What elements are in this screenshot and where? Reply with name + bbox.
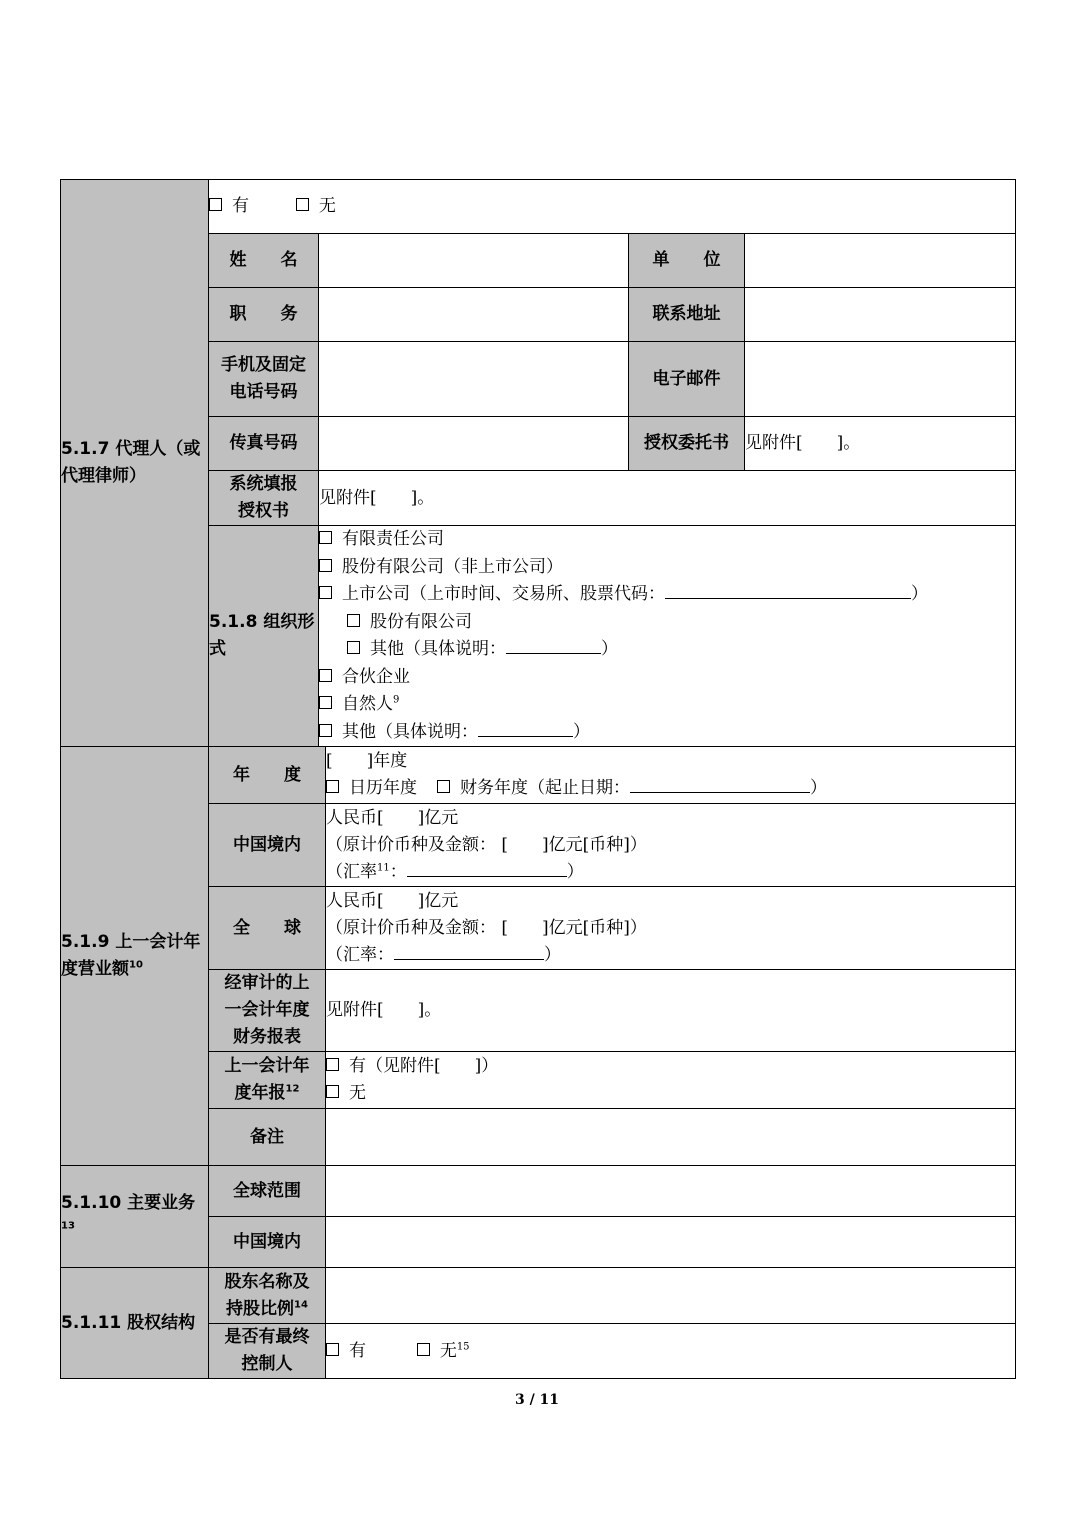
checkbox-icon[interactable] xyxy=(209,198,222,211)
checkbox-icon[interactable] xyxy=(326,1058,339,1071)
controller-no-option[interactable]: 无$^{15}$ xyxy=(417,1341,470,1361)
global-turnover-value: 人民币[ ]亿元 （原计价币种及金额： [ ]亿元[币种]） （汇率： ） xyxy=(326,887,1016,970)
no-agent-option[interactable]: 无 xyxy=(296,196,336,216)
china-business-field[interactable] xyxy=(326,1217,1016,1268)
remark-field[interactable] xyxy=(326,1109,1016,1166)
annual-report-label: 上一会计年度年报$^{12}$ xyxy=(209,1052,326,1109)
section-5-1-11-title: 5.1.11 股权结构 xyxy=(61,1268,209,1379)
org-other-blank[interactable] xyxy=(478,720,573,737)
form-sheet xyxy=(60,179,1015,1379)
checkbox-icon[interactable] xyxy=(417,1343,430,1356)
unit-label: 单 位 xyxy=(629,234,745,288)
checkbox-icon[interactable] xyxy=(326,1085,339,1098)
checkbox-icon[interactable] xyxy=(437,780,450,793)
annual-report-no[interactable]: 无 xyxy=(326,1080,1015,1107)
filing-form-table xyxy=(60,179,1016,1379)
annual-report-yes[interactable]: 有（见附件[ ]） xyxy=(326,1053,1015,1080)
listed-info-blank[interactable] xyxy=(665,582,911,599)
year-label: 年 度 xyxy=(209,747,326,804)
checkbox-icon[interactable] xyxy=(347,641,360,654)
email-label: 电子邮件 xyxy=(629,342,745,417)
checkbox-icon[interactable] xyxy=(319,696,332,709)
checkbox-icon[interactable] xyxy=(319,669,332,682)
org-option-joint-stock[interactable]: 股份有限公司（非上市公司） xyxy=(319,554,1015,582)
authorization-value: 见附件[ ]。 xyxy=(745,417,1016,471)
name-label: 姓 名 xyxy=(209,234,319,288)
ultimate-controller-label: 是否有最终控制人 xyxy=(209,1324,326,1379)
audited-statements-label: 经审计的上一会计年度财务报表 xyxy=(209,970,326,1052)
phone-field[interactable] xyxy=(319,342,629,417)
global-turnover-label: 全 球 xyxy=(209,887,326,970)
org-option-natural-person[interactable]: 自然人$^9$ xyxy=(319,691,1015,719)
authorization-label: 授权委托书 xyxy=(629,417,745,471)
org-option-listed-other[interactable]: 其他（具体说明： ） xyxy=(319,636,1015,664)
fax-label: 传真号码 xyxy=(209,417,319,471)
name-field[interactable] xyxy=(319,234,629,288)
section-5-1-7-title: 5.1.7 代理人（或代理律师） xyxy=(61,180,209,747)
section-5-1-9-title: 5.1.9 上一会计年度营业额$^{10}$ xyxy=(61,747,209,1166)
year-value: [ ]年度 日历年度 财务年度（起止日期： ） xyxy=(326,747,1016,804)
calendar-year-option[interactable]: 日历年度 xyxy=(326,778,417,798)
position-field[interactable] xyxy=(319,288,629,342)
shareholders-field[interactable] xyxy=(326,1268,1016,1324)
org-form-options xyxy=(319,526,1016,747)
checkbox-icon[interactable] xyxy=(326,1343,339,1356)
ultimate-controller-options xyxy=(326,1324,1016,1379)
checkbox-icon[interactable] xyxy=(296,198,309,211)
address-field[interactable] xyxy=(745,288,1016,342)
checkbox-icon[interactable] xyxy=(347,614,360,627)
system-auth-label: 系统填报授权书 xyxy=(209,471,319,526)
fax-field[interactable] xyxy=(319,417,629,471)
agent-presence-options xyxy=(209,180,1016,234)
global-scope-label: 全球范围 xyxy=(209,1166,326,1217)
checkbox-icon[interactable] xyxy=(319,559,332,572)
annual-report-options xyxy=(326,1052,1016,1109)
has-agent-option[interactable]: 有 xyxy=(209,196,249,216)
checkbox-icon[interactable] xyxy=(319,724,332,737)
controller-yes-option[interactable]: 有 xyxy=(326,1341,366,1361)
org-option-llc[interactable]: 有限责任公司 xyxy=(319,526,1015,554)
system-auth-value: 见附件[ ]。 xyxy=(319,471,1016,526)
fiscal-dates-blank[interactable] xyxy=(630,776,810,793)
shareholders-label: 股东名称及持股比例$^{14}$ xyxy=(209,1268,326,1324)
checkbox-icon[interactable] xyxy=(319,531,332,544)
phone-label: 手机及固定电话号码 xyxy=(209,342,319,417)
section-5-1-8-title: 5.1.8 组织形式 xyxy=(209,526,319,747)
section-5-1-10-title: 5.1.10 主要业务$^{13}$ xyxy=(61,1166,209,1268)
remark-label: 备注 xyxy=(209,1109,326,1166)
org-option-listed-joint-stock[interactable]: 股份有限公司 xyxy=(319,609,1015,637)
position-label: 职 务 xyxy=(209,288,319,342)
email-field[interactable] xyxy=(745,342,1016,417)
checkbox-icon[interactable] xyxy=(326,780,339,793)
global-business-field[interactable] xyxy=(326,1166,1016,1217)
org-option-listed[interactable]: 上市公司（上市时间、交易所、股票代码： ） xyxy=(319,581,1015,609)
page-number: 3 / 11 xyxy=(514,1392,560,1408)
china-business-label: 中国境内 xyxy=(209,1217,326,1268)
address-label: 联系地址 xyxy=(629,288,745,342)
fiscal-year-option[interactable]: 财务年度（起止日期： xyxy=(437,778,630,798)
china-turnover-label: 中国境内 xyxy=(209,804,326,887)
global-rate-blank[interactable] xyxy=(394,943,544,960)
org-option-other[interactable]: 其他（具体说明： ） xyxy=(319,719,1015,747)
audited-statements-value: 见附件[ ]。 xyxy=(326,970,1016,1052)
org-option-partnership[interactable]: 合伙企业 xyxy=(319,664,1015,692)
unit-field[interactable] xyxy=(745,234,1016,288)
china-rate-blank[interactable] xyxy=(407,860,567,877)
listed-other-blank[interactable] xyxy=(506,637,601,654)
checkbox-icon[interactable] xyxy=(319,586,332,599)
china-turnover-value: 人民币[ ]亿元 （原计价币种及金额： [ ]亿元[币种]） （汇率$^{11}$： ） xyxy=(326,804,1016,887)
